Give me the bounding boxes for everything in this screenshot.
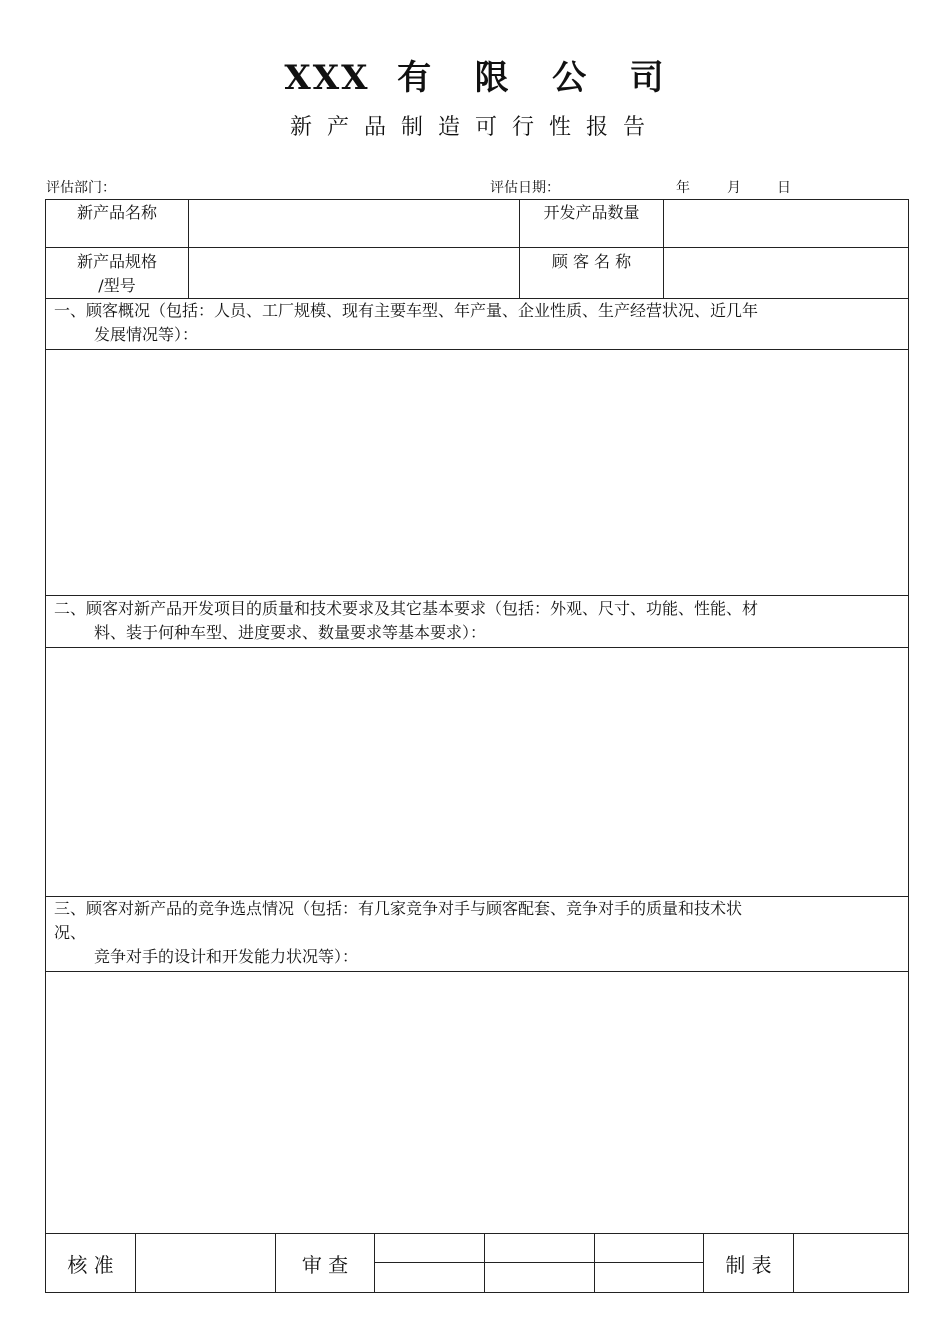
date-label: 评估日期： <box>490 180 560 196</box>
rule <box>663 199 664 298</box>
rule <box>45 199 46 1293</box>
spec-label <box>46 250 188 298</box>
section-1-content[interactable] <box>50 356 902 590</box>
rule <box>188 199 189 298</box>
year-label: 年 <box>676 180 690 196</box>
review-label: 审 查 <box>301 1253 349 1277</box>
spec-label-line2: /型号 <box>98 276 136 295</box>
approve-signature-field[interactable] <box>140 1240 270 1286</box>
rule <box>45 199 909 200</box>
review-date-field[interactable] <box>598 1265 700 1289</box>
rule <box>793 1233 794 1292</box>
month-label: 月 <box>727 180 741 196</box>
section-1-heading-line1: 一、顾客概况（包括：人员、工厂规模、现有主要车型、年产量、企业性质、生产经营状况、近几年 <box>54 301 759 320</box>
review-signature-field[interactable] <box>378 1236 480 1260</box>
approve-label: 核 准 <box>67 1253 114 1277</box>
section-2-heading <box>54 597 904 645</box>
rule <box>45 1233 909 1234</box>
section-3-heading-line1b: 况、 <box>54 923 87 942</box>
review-signature-field[interactable] <box>598 1236 700 1260</box>
rule <box>45 247 909 248</box>
rule <box>135 1233 136 1292</box>
section-1-heading-line2: 发展情况等）： <box>94 325 199 344</box>
review-date-field[interactable] <box>378 1265 480 1289</box>
rule <box>374 1233 375 1292</box>
report-title: 新产品制造可行性报告 <box>289 115 660 140</box>
rule <box>484 1233 485 1292</box>
rule <box>908 199 909 1293</box>
dev-qty-label: 开发产品数量 <box>543 203 640 222</box>
product-name-label: 新产品名称 <box>76 203 157 222</box>
review-date-field[interactable] <box>488 1265 590 1289</box>
section-2-heading-line1: 二、顾客对新产品开发项目的质量和技术要求及其它基本要求（包括：外观、尺寸、功能、性能、材 <box>54 599 759 618</box>
rule <box>45 1292 909 1293</box>
rule <box>45 971 909 972</box>
dept-label: 评估部门： <box>46 180 116 196</box>
section-2-heading-line2: 料、装于何种车型、进度要求、数量要求等基本要求）： <box>94 623 487 642</box>
section-2-content[interactable] <box>50 654 902 890</box>
section-3-heading-line2: 竞争对手的设计和开发能力状况等）： <box>94 947 359 966</box>
prepared-signature-field[interactable] <box>798 1240 904 1286</box>
prepared-label: 制 表 <box>725 1253 772 1277</box>
rule <box>374 1262 703 1263</box>
section-3-heading <box>54 897 904 969</box>
section-1-heading <box>54 299 904 347</box>
section-3-heading-line1: 三、顾客对新产品的竞争选点情况（包括：有几家竞争对手与顾客配套、竞争对手的质量和技术状 <box>54 899 743 918</box>
spec-label-line1: 新产品规格 <box>76 252 157 271</box>
rule <box>594 1233 595 1292</box>
rule <box>45 349 909 350</box>
review-signature-field[interactable] <box>488 1236 590 1260</box>
section-3-content[interactable] <box>50 978 902 1228</box>
rule <box>45 647 909 648</box>
rule <box>45 595 909 596</box>
customer-name-label: 顾 客 名 称 <box>551 252 632 271</box>
day-label: 日 <box>777 180 791 196</box>
company-title: XXX 有 限 公 司 <box>284 58 666 98</box>
